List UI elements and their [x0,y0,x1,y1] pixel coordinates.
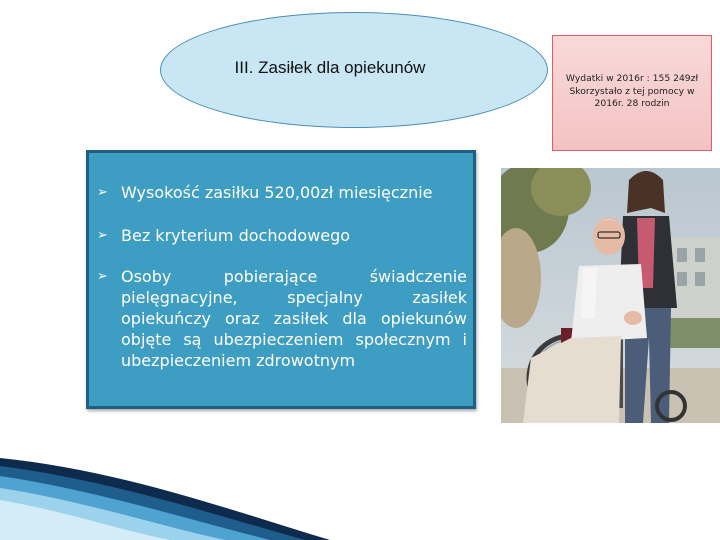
bullet-item [97,182,467,203]
bullet-item [97,225,467,246]
bullet-text: Bez kryterium dochodowego [121,226,351,245]
content-box [86,150,476,409]
note-line-families: 2016r. 28 rodzin [594,98,670,109]
caregiver-photo [501,168,720,423]
bullet-text: Wysokość zasiłku 520,00zł miesięcznie [121,183,433,202]
arrow-bullet-icon: ➢ [97,269,108,284]
note-line-used: Skorzystało z tej pomocy w [569,85,695,97]
arrow-bullet-icon: ➢ [97,228,108,243]
decorative-wave [0,440,720,540]
bullet-item [97,266,467,371]
expenses-note [552,35,712,151]
bullet-text: Osoby pobierające świadczenie pielęgnacyjne, specjalny zasiłek opiekuńczy oraz zasiłek dla opiekunów objęte są ubezpieczeniem społecznym i ubezpieczeniem zdrowotnym [121,267,467,370]
note-line-expenses: Wydatki w 2016r : 155 249zł [565,73,699,84]
slide-title: III. Zasiłek dla opiekunów [234,58,426,77]
arrow-bullet-icon: ➢ [97,185,108,200]
